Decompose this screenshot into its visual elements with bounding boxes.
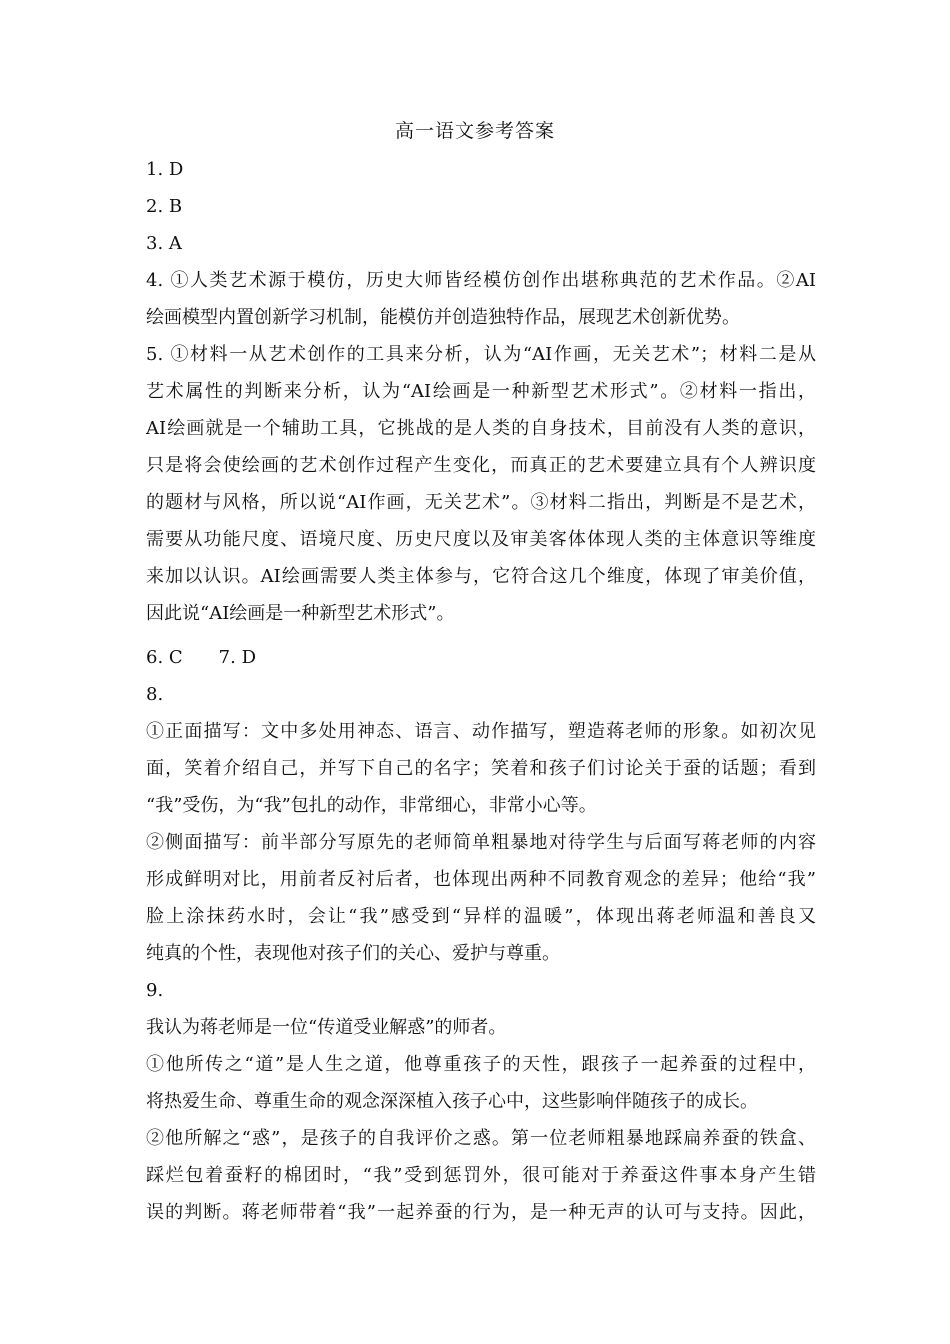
answer-line: 艺术属性的判断来分析，认为“AI绘画是一种新型艺术形式”。②材料一指出， — [146, 381, 816, 402]
answer-line: 脸上涂抹药水时，会让“我”感受到“异样的温暖”，体现出蒋老师温和善良又 — [146, 906, 816, 927]
answer-line: 5. ①材料一从艺术创作的工具来分析，认为“AI作画，无关艺术”；材料二是从 — [146, 344, 816, 365]
answer-line: 8. — [146, 684, 164, 705]
answer-line: 9. — [146, 980, 164, 1001]
answer-line: ①正面描写：文中多处用神态、语言、动作描写，塑造蒋老师的形象。如初次见 — [146, 721, 816, 742]
answer-line: 4. ①人类艺术源于模仿，历史大师皆经模仿创作出堪称典范的艺术作品。②AI — [146, 270, 816, 291]
answer-line: 面，笑着介绍自己，并写下自己的名字；笑着和孩子们讨论关于蚕的话题；看到 — [146, 758, 816, 779]
answer-line: 需要从功能尺度、语境尺度、历史尺度以及审美客体体现人类的主体意识等维度 — [146, 529, 816, 550]
page-title: 高一语文参考答案 — [394, 120, 555, 142]
answer-line: 只是将会使绘画的艺术创作过程产生变化，而真正的艺术要建立具有个人辨识度 — [146, 455, 816, 476]
answer-line: 2. B — [146, 196, 183, 217]
answer-line: 6. C 7. D — [146, 647, 256, 668]
answer-line: 3. A — [146, 233, 182, 254]
answer-line: 1. D — [146, 159, 184, 180]
answer-line: ①他所传之“道”是人生之道，他尊重孩子的天性，跟孩子一起养蚕的过程中， — [146, 1054, 816, 1075]
answer-line: 我认为蒋老师是一位“传道受业解惑”的师者。 — [146, 1017, 507, 1038]
answer-line: 误的判断。蒋老师带着“我”一起养蚕的行为，是一种无声的认可与支持。因此， — [146, 1202, 816, 1223]
answer-line: ②他所解之“惑”，是孩子的自我评价之惑。第一位老师粗暴地踩扁养蚕的铁盒、 — [146, 1128, 816, 1149]
answer-line: 来加以认识。AI绘画需要人类主体参与，它符合这几个维度，体现了审美价值， — [146, 566, 816, 587]
answer-line: 纯真的个性，表现他对孩子们的关心、爱护与尊重。 — [146, 943, 560, 964]
answer-line: 踩烂包着蚕籽的棉团时，“我”受到惩罚外，很可能对于养蚕这件事本身产生错 — [146, 1165, 816, 1186]
answer-line: 因此说“AI绘画是一种新型艺术形式”。 — [146, 603, 455, 624]
answer-line: “我”受伤，为“我”包扎的动作，非常细心，非常小心等。 — [146, 795, 597, 816]
answer-line: 绘画模型内置创新学习机制，能模仿并创造独特作品，展现艺术创新优势。 — [146, 307, 740, 328]
answer-line: 形成鲜明对比，用前者反衬后者，也体现出两种不同教育观念的差异；他给“我” — [146, 869, 816, 890]
answer-line: ②侧面描写：前半部分写原先的老师简单粗暴地对待学生与后面写蒋老师的内容 — [146, 832, 816, 853]
answer-line: AI绘画就是一个辅助工具，它挑战的是人类的自身技术，目前没有人类的意识， — [146, 418, 816, 439]
answer-line: 将热爱生命、尊重生命的观念深深植入孩子心中，这些影响伴随孩子的成长。 — [146, 1091, 758, 1112]
answer-line: 的题材与风格，所以说“AI作画，无关艺术”。③材料二指出，判断是不是艺术， — [146, 492, 816, 513]
